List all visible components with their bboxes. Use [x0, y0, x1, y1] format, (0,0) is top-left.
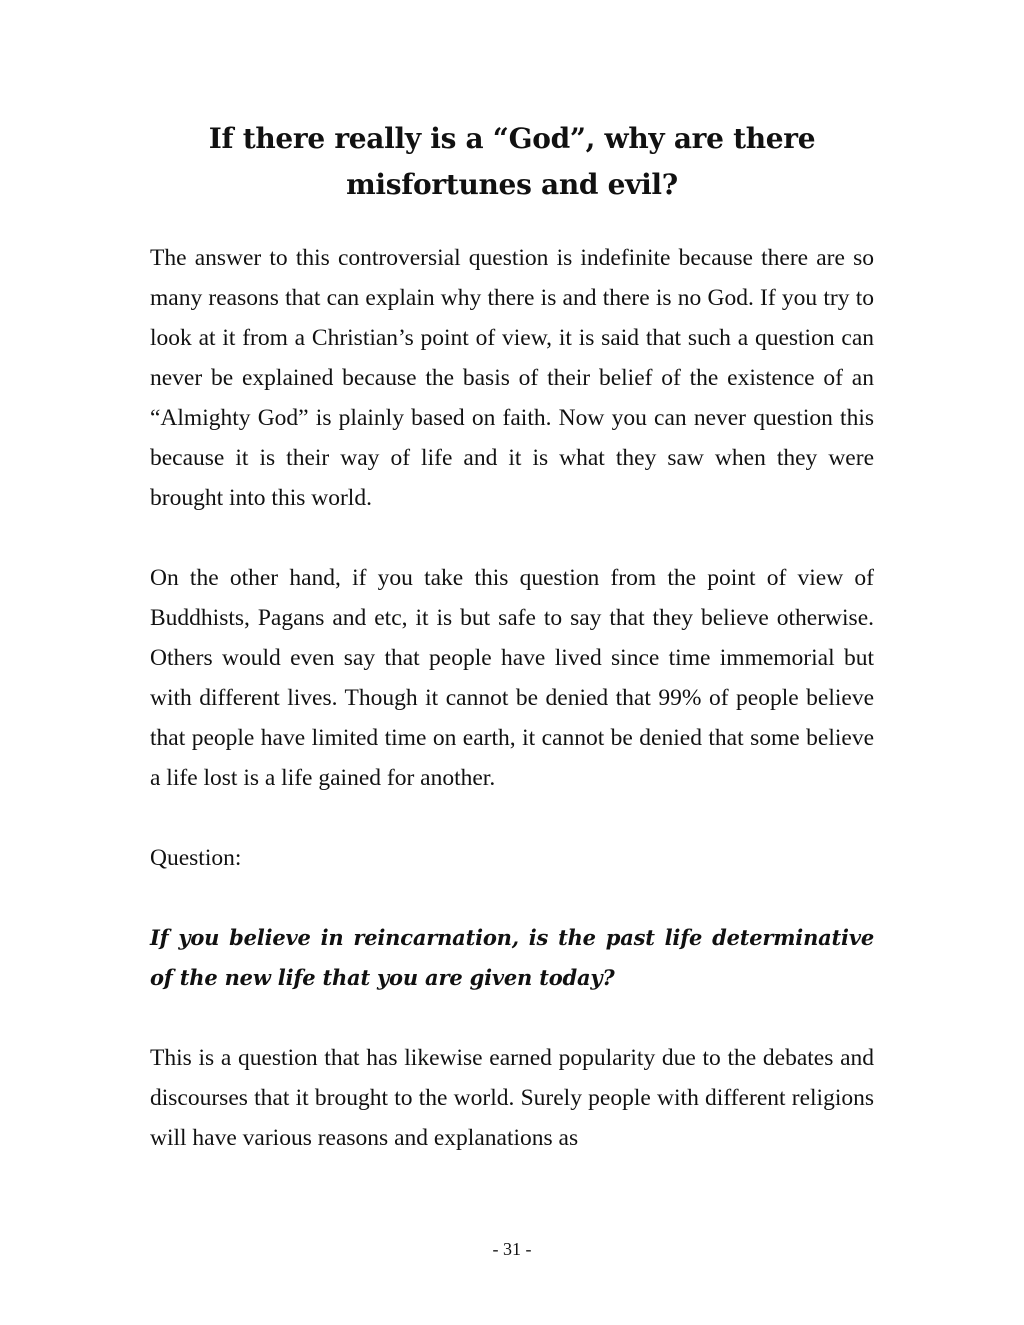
question-emphasis: If you believe in reincarnation, is the past life determinative of the new life that you are given today? — [150, 925, 874, 990]
paragraph-intro: The answer to this controversial question is indefinite because there are so many reasons that can explain why there is and there is no God. If you try to look at it from a Christian’s point of view, it is said that such a question can never be explained because the basis of their belief of the existence of an “Almighty God” is plainly based on faith. Now you can never question this because it is their way of life and it is what they saw when they were brought into this world. — [150, 245, 874, 511]
page-title: If there really is a “God”, why are there misfortunes and evil? — [208, 122, 816, 201]
body-text — [150, 238, 874, 1158]
paragraph-other-hand: On the other hand, if you take this question from the point of view of Buddhists, Pagans and etc, it is but safe to say that they believe otherwise. Others would even say that people have lived since time immemorial but with different lives. Though it cannot be denied that 99% of people believe that people have limited time on earth, it cannot be denied that some believe a life lost is a life gained for another. — [150, 565, 874, 791]
paragraph-popularity: This is a question that has likewise earned popularity due to the debates and discourses that it brought to the world. Surely people with different religions will have various reasons and explanations as — [150, 1045, 874, 1151]
page-number: - 31 - — [492, 1239, 532, 1259]
question-label: Question: — [150, 845, 242, 871]
